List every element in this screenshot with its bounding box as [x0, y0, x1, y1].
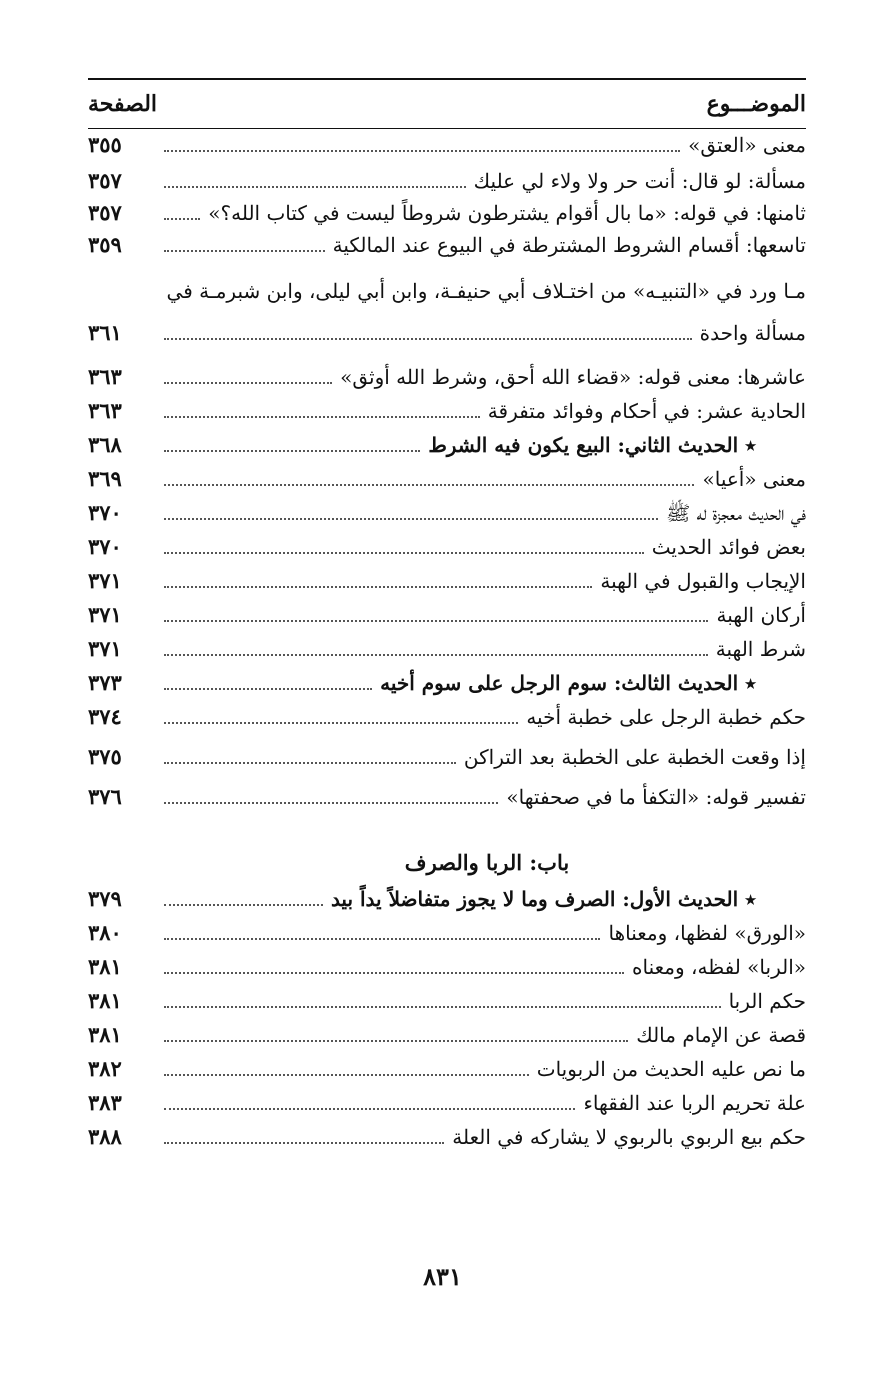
toc-entry	[88, 953, 806, 981]
toc-entry	[88, 363, 806, 391]
toc-entry	[88, 885, 806, 913]
toc-entry-page: ٣٨١	[88, 988, 122, 1013]
toc-entry	[88, 199, 806, 227]
toc-entry-title: ما نص عليه الحديث من الربويات	[536, 1057, 806, 1081]
dot-leader	[164, 620, 708, 622]
toc-entry-title: عاشرها: معنى قوله: «قضاء الله أحق، وشرط الله أوثق»	[340, 365, 806, 389]
toc-entry-page: ٣٧٩	[88, 886, 122, 911]
toc-entry	[88, 167, 806, 195]
toc-entry-page: ٣٦٩	[88, 466, 122, 491]
toc-entry	[88, 635, 806, 663]
toc-entry	[88, 397, 806, 425]
toc-entry-page: ٣٧١	[88, 636, 122, 661]
toc-entry-title: الإيجاب والقبول في الهبة	[600, 569, 806, 593]
toc-entry-page: ٣٨٣	[88, 1090, 122, 1115]
toc-entry	[88, 1089, 806, 1117]
toc-entry	[88, 465, 806, 493]
dot-leader	[164, 416, 480, 418]
toc-entry-title: ٭ الحديث الثاني: البيع يكون فيه الشرط	[428, 433, 756, 457]
dot-leader	[164, 1074, 529, 1076]
toc-entry-title: «الورق» لفظها، ومعناها	[608, 921, 806, 945]
toc-entry-title: أركان الهبة	[716, 603, 806, 627]
toc-entry-page: ٣٨١	[88, 954, 122, 979]
dot-leader	[164, 802, 498, 804]
dot-leader	[164, 552, 644, 554]
toc-entry	[88, 277, 806, 305]
toc-entry-title: علة تحريم الربا عند الفقهاء	[583, 1091, 806, 1115]
toc-entry	[88, 703, 806, 731]
toc-entry	[88, 319, 806, 347]
toc-entry-title: شرط الهبة	[715, 637, 806, 661]
toc-entry	[88, 1123, 806, 1151]
dot-leader	[164, 150, 680, 152]
dot-leader	[164, 1040, 628, 1042]
dot-leader	[164, 654, 708, 656]
toc-entry-title: ٭ الحديث الأول: الصرف وما لا يجوز متفاضلاً يداً بيد	[330, 887, 756, 911]
toc-entry-title: مسألة واحدة	[699, 321, 806, 345]
dot-leader	[164, 484, 694, 486]
toc-entry-page: ٣٧٥	[88, 744, 122, 769]
toc-entry-page: ٣٧١	[88, 568, 122, 593]
toc-entry	[88, 743, 806, 771]
toc-entry	[88, 601, 806, 629]
toc-entry-page: ٣٦٨	[88, 432, 122, 457]
toc-header	[88, 80, 806, 128]
toc-entry-title: بعض فوائد الحديث	[651, 535, 806, 559]
toc-entry	[88, 533, 806, 561]
dot-leader	[164, 1006, 721, 1008]
toc-entry	[88, 783, 806, 811]
dot-leader	[164, 972, 624, 974]
dot-leader	[164, 338, 692, 340]
dot-leader	[164, 586, 592, 588]
toc-entry-page: ٣٧٤	[88, 704, 122, 729]
dot-leader	[164, 218, 200, 220]
toc-entry-title: ٭ الحديث الثالث: سوم الرجل على سوم أخيه	[380, 671, 756, 695]
dot-leader	[164, 1142, 444, 1144]
toc-entry-page: ٣٧٠	[88, 500, 122, 525]
toc-entry	[88, 669, 806, 697]
toc-entry-page: ٣٦١	[88, 320, 122, 345]
dot-leader	[164, 722, 518, 724]
toc-entry-title: حكم بيع الربوي بالربوي لا يشاركه في العلة	[452, 1125, 806, 1149]
dot-leader	[164, 938, 600, 940]
toc-entry-title: تفسير قوله: «التكفأ ما في صحفتها»	[506, 785, 806, 809]
toc-entry	[88, 567, 806, 595]
toc-entry-title: الحادية عشر: في أحكام وفوائد متفرقة	[487, 399, 806, 423]
toc-entry	[88, 1021, 806, 1049]
header-rule	[88, 128, 806, 129]
toc-page	[88, 78, 806, 1151]
dot-leader	[164, 1108, 575, 1110]
toc-entry-page: ٣٥٧	[88, 168, 122, 193]
toc-entry-page: ٣٧٦	[88, 784, 122, 809]
toc-entry	[88, 231, 806, 259]
dot-leader	[164, 250, 325, 252]
dot-leader	[164, 382, 332, 384]
toc-entry-page: ٣٨١	[88, 1022, 122, 1047]
toc-entry	[88, 431, 806, 459]
toc-entry-page: ٣٨٢	[88, 1056, 122, 1081]
toc-entry-title: حكم الربا	[728, 989, 806, 1013]
toc-entry-page: ٣٥٩	[88, 232, 122, 257]
toc-entry-title: معنى «أعيا»	[702, 467, 806, 491]
page-number: ٨٣١	[423, 1262, 462, 1291]
toc-entry-page: ٣٥٧	[88, 200, 122, 225]
dot-leader	[164, 450, 420, 452]
dot-leader	[164, 904, 323, 906]
toc-entry-title: قصة عن الإمام مالك	[636, 1023, 806, 1047]
page-column-label: الصفحة	[88, 91, 158, 117]
toc-entry-page: ٣٦٣	[88, 364, 122, 389]
toc-entry-page: ٣٦٣	[88, 398, 122, 423]
toc-entry-page: ٣٧١	[88, 602, 122, 627]
toc-entry-page: ٣٧٣	[88, 670, 122, 695]
toc-list	[88, 131, 806, 811]
toc-entry	[88, 131, 806, 159]
dot-leader	[164, 688, 372, 690]
toc-entry-title: في الحديث معجزة له ﷺ	[666, 501, 806, 525]
toc-entry-title: معنى «العتق»	[688, 133, 806, 157]
toc-entry-title: إذا وقعت الخطبة على الخطبة بعد التراكن	[463, 745, 806, 769]
toc-entry-title: مسألة: لو قال: أنت حر ولا ولاء لي عليك	[473, 169, 806, 193]
toc-entry-page: ٣٨٠	[88, 920, 122, 945]
section-title: باب: الربا والصرف	[404, 850, 570, 875]
dot-leader	[164, 186, 466, 188]
toc-list-section	[88, 885, 806, 1151]
topic-column-label: الموضـــوع	[706, 91, 806, 117]
toc-entry-title: حكم خطبة الرجل على خطبة أخيه	[526, 705, 806, 729]
toc-entry-page: ٣٨٨	[88, 1124, 122, 1149]
toc-entry-title: ثامنها: في قوله: «ما بال أقوام يشترطون شروطاً ليست في كتاب الله؟»	[208, 201, 806, 225]
toc-entry-page: ٣٥٥	[88, 132, 122, 157]
toc-entry-page: ٣٧٠	[88, 534, 122, 559]
toc-entry-title: تاسعها: أقسام الشروط المشترطة في البيوع عند المالكية	[332, 233, 806, 257]
toc-entry	[88, 919, 806, 947]
toc-entry	[88, 499, 806, 527]
toc-entry-title: مـا ورد في «التنبيـه» من اختـلاف أبي حنيفـة، وابن أبي ليلى، وابن شبرمـة في	[166, 279, 806, 303]
dot-leader	[164, 518, 658, 520]
dot-leader	[164, 762, 456, 764]
toc-entry	[88, 987, 806, 1015]
toc-entry-title: «الربا» لفظه، ومعناه	[632, 955, 806, 979]
toc-entry	[88, 1055, 806, 1083]
